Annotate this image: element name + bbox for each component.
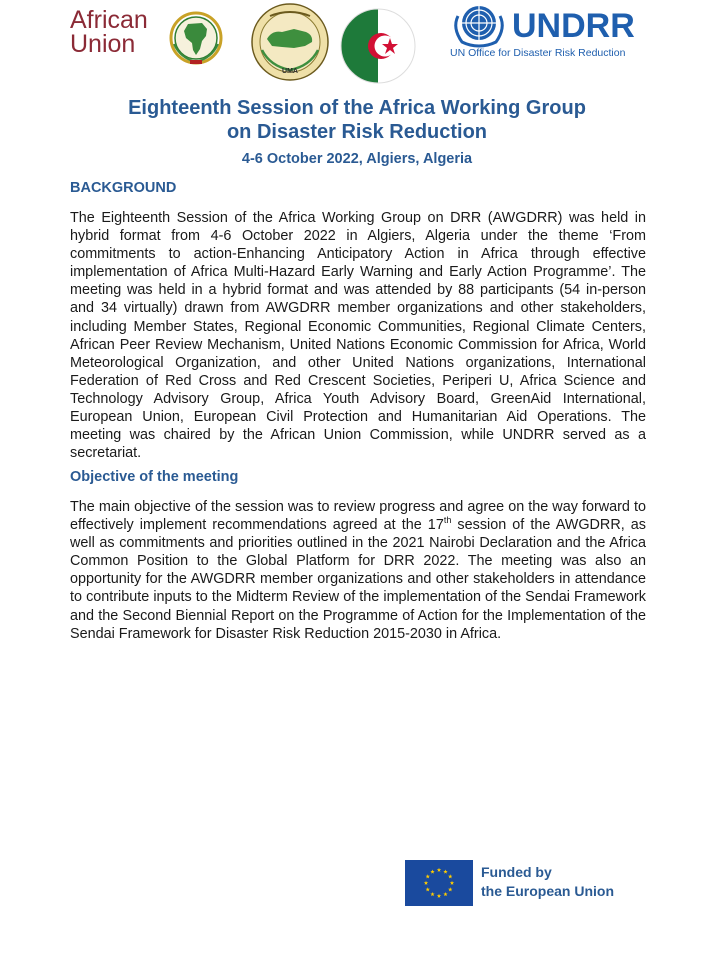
au-line1: African — [70, 6, 148, 34]
objective-heading: Objective of the meeting — [70, 469, 239, 485]
algeria-flag-icon — [340, 8, 416, 84]
background-paragraph: The Eighteenth Session of the Africa Working Group on DRR (AWGDRR) was held in hybrid format from 4-6 October 2022 in Algiers, Algeria under the theme ‘From commitments to action-Enhancing Anticipatory Action in Africa through effective implementation of Africa Multi-Hazard Early Warning and Early Action Programme’. The meeting was held in a hybrid format and was attended by 88 participants (54 in-person and 34 virtually) drawn from AWGDRR member organizations and other stakeholders, including Member States, Regional Economic Communities, Regional Climate Centers, African Peer Review Mechanism, United Nations Economic Commission for Africa, World Meteorological Organization, and other United Nations organizations, International Federation of Red Cross and Red Crescent Societies, Periperi U, Africa Science and Technology Advisory Group, Africa Youth Advisory Board, GreenAid International, European Union, European Civil Protection and Humanitarian Aid Operations. The meeting was chaired by the African Union Commission, while UNDRR served as a secretariat. — [70, 210, 646, 462]
undrr-subtitle: UN Office for Disaster Risk Reduction — [450, 47, 626, 59]
african-union-wordmark — [70, 8, 148, 56]
undrr-wordmark: UNDRR — [512, 7, 635, 45]
uma-label: UMA — [282, 68, 298, 75]
ordinal-superscript: th — [443, 515, 452, 526]
background-heading: BACKGROUND — [70, 180, 177, 196]
african-union-emblem-icon — [166, 10, 226, 66]
undrr-logo — [450, 2, 650, 64]
objective-paragraph — [70, 498, 646, 643]
eu-flag-icon — [405, 860, 473, 906]
funded-line-2: the European Union — [481, 883, 614, 899]
uma-logo — [250, 2, 330, 82]
funded-line-1: Funded by — [481, 864, 552, 880]
page-title — [70, 96, 644, 144]
title-line-1: Eighteenth Session of the Africa Working Group — [128, 97, 586, 119]
un-emblem-icon — [450, 2, 508, 48]
event-date-location: 4-6 October 2022, Algiers, Algeria — [241, 151, 473, 167]
eu-funding-block — [405, 860, 645, 908]
african-union-logo — [70, 8, 230, 66]
funded-by-eu-text — [481, 863, 614, 901]
objective-text-part-2: session of the AWGDRR, as well as commitments and priorities outlined in the 2021 Nairobi Declaration and the Africa Common Position to the Global Platform for DRR 2022. The meeting was also an opportunity for the AWGDRR member organizations and other stakeholders in attendance to contribute inputs to the Midterm Review of the implementation of the Sendai Framework and the Second Biennial Report on the Programme of Action for the Implementation of the Sendai Framework for Disaster Risk Reduction 2015-2030 in Africa. — [70, 517, 646, 642]
au-line2: Union — [70, 30, 136, 58]
logo-strip — [0, 0, 720, 90]
objective-text-part-1: The main objective of the session was to review progress and agree on the way forward to effectively implement recommendations agreed at the 17 — [70, 499, 646, 534]
title-line-2: on Disaster Risk Reduction — [226, 121, 488, 143]
